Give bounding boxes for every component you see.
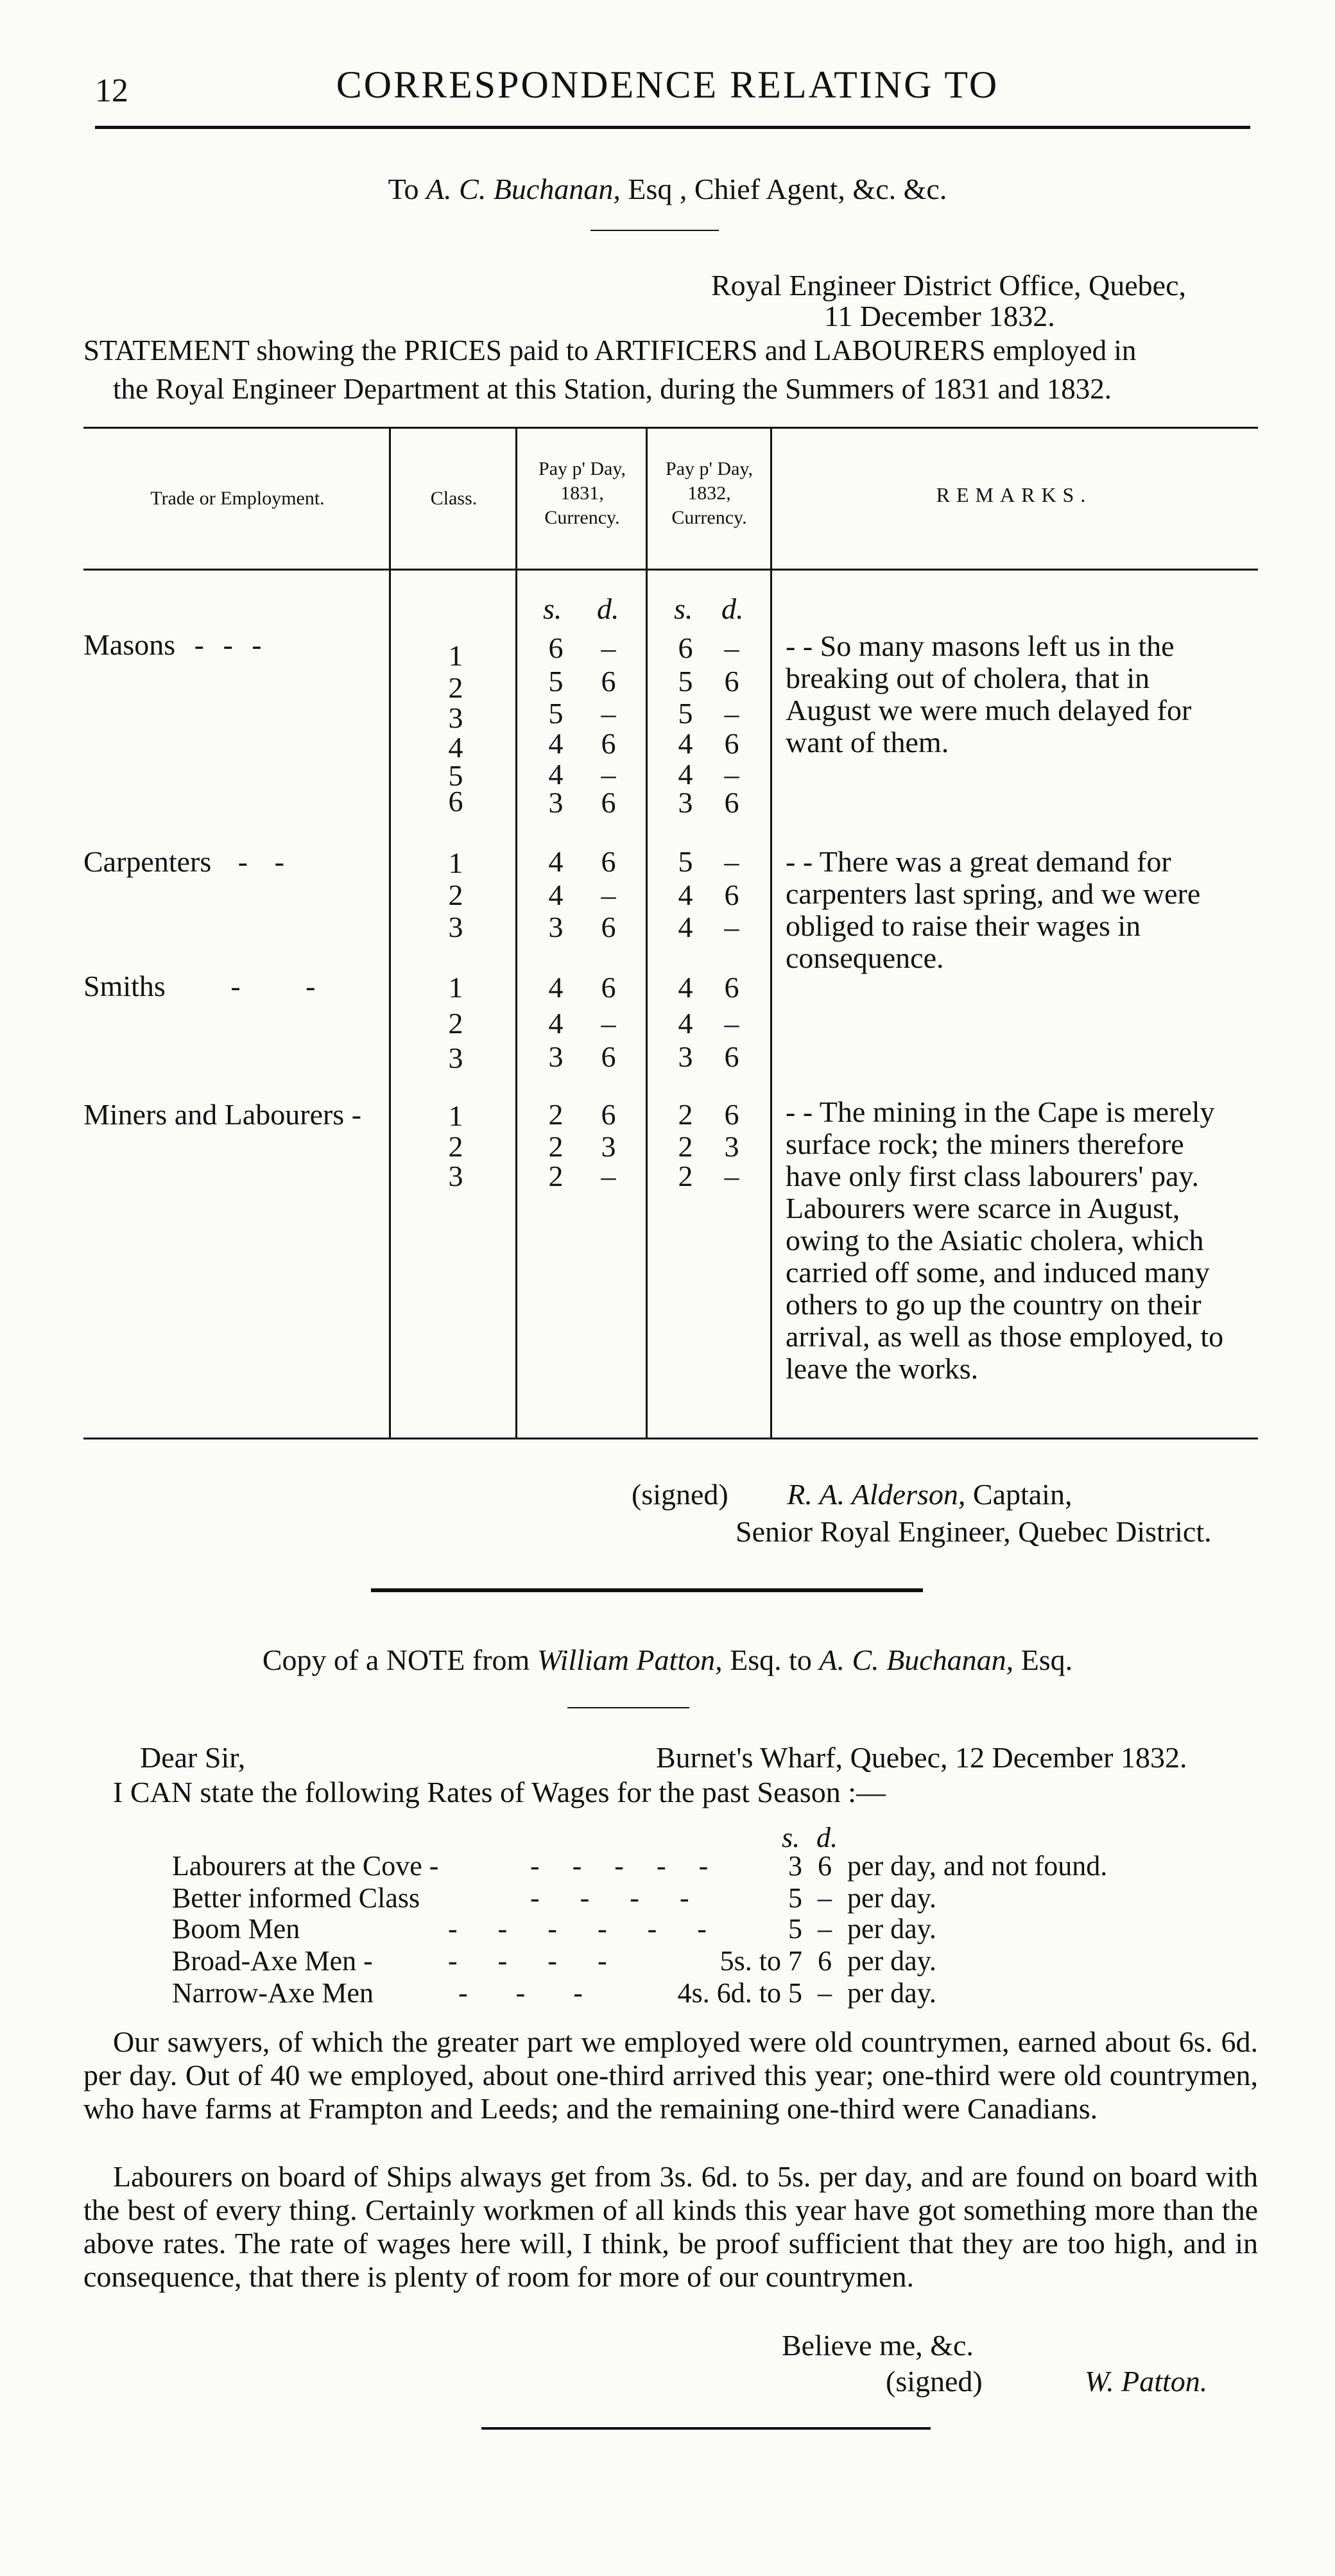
signer-rank: Captain, — [972, 1478, 1072, 1511]
class-cell: 3 — [448, 701, 463, 734]
pence-1832: – — [724, 1007, 739, 1040]
note-from: William Patton, — [537, 1644, 723, 1676]
remark-carpenters: - - There was a great demand for carpenters last spring, and we were obliged to raise their wages in consequence. — [786, 845, 1201, 974]
pence-1832: 6 — [724, 1040, 739, 1073]
unit-d-1832: d. — [721, 592, 744, 625]
signer-title: Senior Royal Engineer, Quebec District. — [736, 1515, 1212, 1548]
shillings-1831: 2 — [548, 1098, 564, 1131]
trade-carpenters: Carpenters - - — [83, 845, 284, 878]
shillings-1832: 4 — [678, 879, 693, 911]
table-header-rule — [83, 569, 1258, 571]
note-prefix: Copy of a NOTE from — [262, 1644, 530, 1676]
class-cell: 2 — [448, 1130, 463, 1163]
note-paragraph-1: Our sawyers, of which the greater part we employed were old countrymen, earned about 6s. 6d. per day. Out of 40 we employed, about one-third arrived this year; one-third were old countrymen, who have farms at Frampton and Leeds; and the remaining one-third were Canadians. — [83, 2025, 1258, 2125]
shillings-1831: 3 — [548, 911, 564, 943]
pence-1831: 6 — [601, 971, 616, 1004]
rate-range: 5 — [788, 1913, 802, 1945]
rate-dashes: - - - - - - — [448, 1913, 707, 1945]
class-cell: 5 — [448, 759, 463, 792]
note-paragraph-2: Labourers on board of Ships always get from 3s. 6d. to 5s. per day, and are found on board with the best of every thing. Certainly workmen of all kinds this year have got something more than the above rates. The rate of wages here will, I think, be proof sufficient that they are too high, and in consequence, that there is plenty of room for more of our countrymen. — [83, 2160, 1258, 2293]
shillings-1832: 2 — [678, 1160, 693, 1192]
shillings-1831: 4 — [548, 845, 564, 878]
rate-unit-d: d. — [816, 1822, 838, 1853]
pence-1831: 6 — [601, 911, 616, 943]
rate-rest: per day. — [847, 1945, 936, 1977]
rate-range: 3 — [788, 1850, 802, 1882]
page-number: 12 — [95, 73, 128, 109]
rate-label: Boom Men — [172, 1913, 300, 1945]
rate-pence: 6 — [818, 1945, 832, 1977]
shillings-1831: 3 — [548, 786, 564, 819]
shillings-1831: 2 — [548, 1160, 564, 1192]
pence-1832: – — [724, 758, 739, 791]
address-to: To — [388, 173, 419, 205]
shillings-1831: 3 — [548, 1040, 564, 1073]
note-mid: Esq. to — [730, 1644, 812, 1676]
shillings-1832: 5 — [678, 845, 693, 878]
shillings-1831: 4 — [548, 758, 564, 791]
rate-dashes: - - - - — [530, 1882, 689, 1914]
pence-1831: 6 — [601, 1098, 616, 1131]
rate-unit-s: s. — [782, 1822, 800, 1853]
shillings-1831: 2 — [548, 1130, 564, 1163]
trade-masons: Masons - - - — [83, 628, 262, 661]
unit-d-1831: d. — [597, 592, 619, 625]
short-rule — [590, 230, 719, 231]
pence-1832: 6 — [724, 786, 739, 819]
rate-range: 5 — [788, 1882, 802, 1914]
closing: Believe me, &c. — [782, 2329, 974, 2362]
rate-dashes: - - - - - — [530, 1850, 709, 1882]
shillings-1832: 2 — [678, 1130, 693, 1163]
shillings-1832: 5 — [678, 665, 693, 698]
shillings-1831: 6 — [548, 631, 564, 664]
signer-name-2: W. Patton. — [1085, 2365, 1208, 2398]
rate-dashes: - - - — [458, 1977, 583, 2009]
col-divider-1 — [389, 429, 391, 1438]
class-cell: 4 — [448, 731, 463, 764]
signature-block-1 — [632, 1477, 1072, 1511]
note-heading — [0, 1643, 1335, 1677]
header-pay-1831: Pay p' Day, 1831, Currency. — [538, 458, 626, 528]
short-rule-2 — [567, 1707, 689, 1708]
pence-1831: 6 — [601, 845, 616, 878]
signed-label-2: (signed) — [886, 2365, 983, 2398]
class-cell: 3 — [448, 1042, 463, 1074]
col-divider-4 — [770, 429, 772, 1438]
rate-label: Better informed Class — [172, 1882, 420, 1914]
shillings-1832: 4 — [678, 911, 693, 943]
shillings-1831: 5 — [548, 665, 564, 698]
pence-1832: 6 — [724, 727, 739, 760]
rate-label: Broad-Axe Men - — [172, 1945, 373, 1977]
shillings-1831: 4 — [548, 879, 564, 911]
pence-1831: 6 — [601, 665, 616, 698]
col-divider-2 — [515, 429, 517, 1438]
shillings-1832: 4 — [678, 971, 693, 1004]
pence-1832: 6 — [724, 1098, 739, 1131]
pence-1832: 6 — [724, 665, 739, 698]
table-bottom-rule — [83, 1438, 1258, 1439]
shillings-1832: 3 — [678, 1040, 693, 1073]
shillings-1831: 4 — [548, 727, 564, 760]
statement-title-line1: STATEMENT showing the PRICES paid to ARTIFICERS and LABOURERS employed in — [83, 334, 1137, 366]
pence-1832: – — [724, 845, 739, 878]
address-name: A. C. Buchanan, — [426, 173, 621, 205]
shillings-1832: 2 — [678, 1098, 693, 1131]
table-top-rule — [83, 427, 1258, 429]
class-cell: 3 — [448, 1160, 463, 1192]
rate-range: 5s. to 7 — [719, 1945, 802, 1977]
shillings-1832: 4 — [678, 1007, 693, 1040]
class-cell: 2 — [448, 879, 463, 911]
pence-1832: 6 — [724, 879, 739, 911]
rate-range: 4s. 6d. to 5 — [677, 1977, 802, 2009]
header-rule — [95, 126, 1250, 129]
class-cell: 1 — [448, 846, 463, 879]
class-cell: 2 — [448, 671, 463, 704]
unit-s-1832: s. — [674, 592, 693, 625]
rate-rest: per day. — [847, 1977, 936, 2009]
signed-label: (signed) — [632, 1478, 728, 1511]
shillings-1832: 3 — [678, 786, 693, 819]
office-line: Royal Engineer District Office, Quebec, — [711, 269, 1186, 302]
col-divider-3 — [646, 429, 648, 1438]
unit-s-1831: s. — [543, 592, 562, 625]
pence-1831: 6 — [601, 727, 616, 760]
shillings-1832: 5 — [678, 697, 693, 730]
pence-1832: – — [724, 697, 739, 730]
shillings-1832: 4 — [678, 758, 693, 791]
pence-1831: – — [601, 631, 616, 664]
rate-rest: per day, and not found. — [847, 1850, 1108, 1882]
shillings-1831: 4 — [548, 1007, 564, 1040]
end-rule — [481, 2427, 931, 2430]
pence-1832: 3 — [724, 1130, 739, 1163]
trade-miners-labourers: Miners and Labourers - — [83, 1098, 362, 1131]
header-remarks: REMARKS. — [936, 483, 1092, 506]
class-cell: 2 — [448, 1007, 463, 1040]
rate-rest: per day. — [847, 1882, 936, 1914]
shillings-1831: 4 — [548, 971, 564, 1004]
note-to: A. C. Buchanan, — [819, 1644, 1014, 1676]
shillings-1832: 4 — [678, 727, 693, 760]
rate-rest: per day. — [847, 1913, 936, 1945]
rate-dashes: - - - - — [448, 1945, 607, 1977]
rate-label: Narrow-Axe Men — [172, 1977, 374, 2009]
salutation: Dear Sir, — [140, 1741, 246, 1774]
pence-1832: – — [724, 911, 739, 943]
rate-label: Labourers at the Cove - — [172, 1850, 439, 1882]
running-head: CORRESPONDENCE RELATING TO — [336, 64, 999, 106]
class-cell: 1 — [448, 971, 463, 1004]
address-line — [0, 172, 1335, 206]
office-date: 11 December 1832. — [824, 300, 1055, 332]
class-cell: 6 — [448, 785, 463, 818]
trade-smiths: Smiths - - — [83, 970, 316, 1002]
header-trade: Trade or Employment. — [150, 488, 325, 509]
class-cell: 3 — [448, 911, 463, 943]
pence-1831: 6 — [601, 786, 616, 819]
shillings-1831: 5 — [548, 697, 564, 730]
pence-1831: – — [601, 1160, 616, 1192]
note-intro: I CAN state the following Rates of Wages for the past Season :— — [113, 1776, 886, 1808]
rate-pence: – — [818, 1882, 832, 1914]
place-date: Burnet's Wharf, Quebec, 12 December 1832. — [656, 1741, 1187, 1774]
header-class: Class. — [430, 488, 478, 509]
class-cell: 1 — [448, 639, 463, 672]
address-rest: Esq , Chief Agent, &c. &c. — [628, 173, 947, 205]
pence-1831: – — [601, 879, 616, 911]
note-suffix: Esq. — [1021, 1644, 1073, 1676]
pence-1831: 6 — [601, 1040, 616, 1073]
rate-pence: – — [818, 1977, 832, 2009]
rate-pence: 6 — [818, 1850, 832, 1882]
pence-1831: – — [601, 1007, 616, 1040]
pence-1831: 3 — [601, 1130, 616, 1163]
section-divider — [371, 1588, 923, 1592]
pence-1831: – — [601, 697, 616, 730]
class-cell: 1 — [448, 1099, 463, 1132]
remark-miners-labourers: - - The mining in the Cape is merely surface rock; the miners therefore have only first class labourers' pay. Labourers were scarce in August, owing to the Asiatic cholera, which carried off some, and induced many others to go up the country on their arrival, as well as those employed, to leave the works. — [786, 1095, 1224, 1385]
pence-1832: – — [724, 631, 739, 664]
pence-1832: 6 — [724, 971, 739, 1004]
remark-masons: - - So many masons left us in the breaking out of cholera, that in August we were much delayed for want of them. — [786, 630, 1192, 759]
header-pay-1832: Pay p' Day, 1832, Currency. — [666, 458, 753, 528]
pence-1832: – — [724, 1160, 739, 1192]
rate-pence: – — [818, 1913, 832, 1945]
pence-1831: – — [601, 758, 616, 791]
signer-name: R. A. Alderson, — [787, 1478, 966, 1511]
statement-title-line2: the Royal Engineer Department at this Station, during the Summers of 1831 and 1832. — [113, 373, 1112, 405]
shillings-1832: 6 — [678, 631, 693, 664]
